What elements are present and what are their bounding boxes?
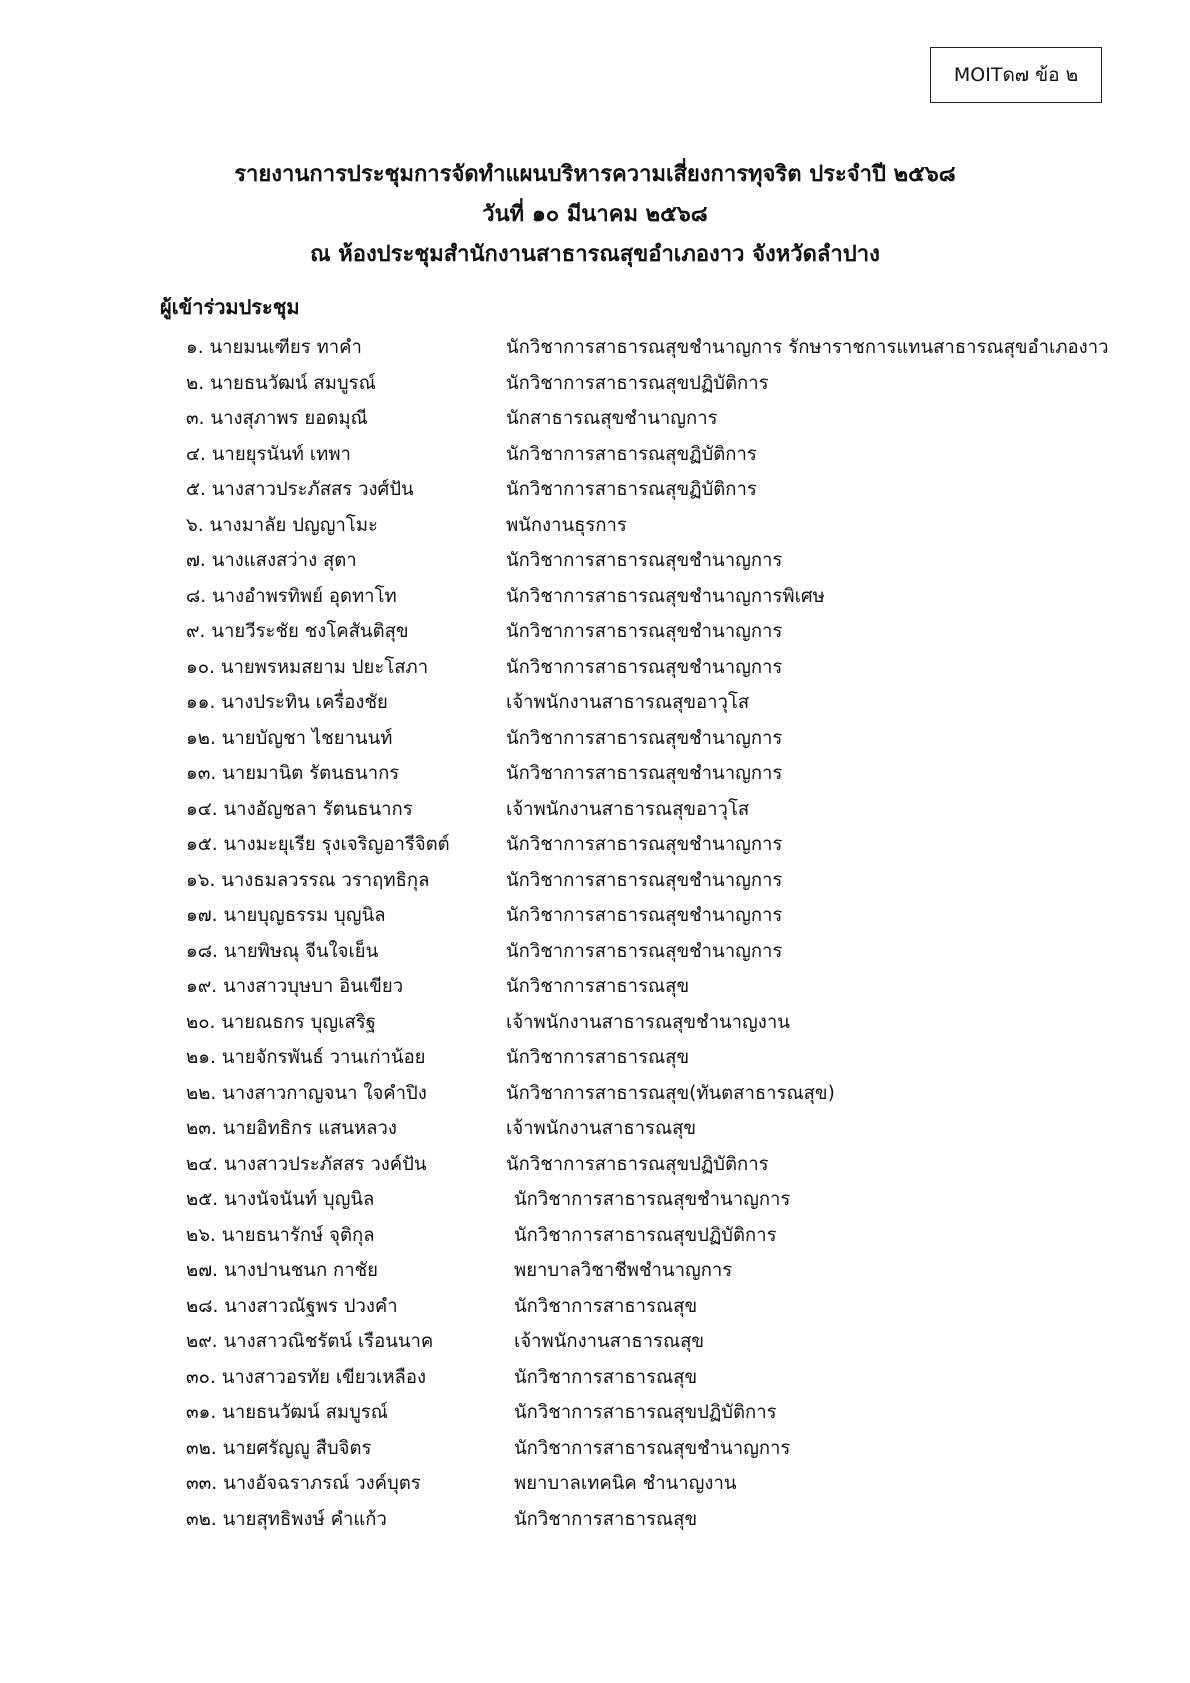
attendee-row <box>186 969 1166 1005</box>
attendee-number: ๑๔. <box>186 798 218 820</box>
attendee-name: นายบัญชา ไชยานนท์ <box>221 727 393 749</box>
attendee-name: นางอัญชลา รัตนธนากร <box>223 798 413 820</box>
title-block <box>0 155 1190 275</box>
attendee-name: นางสาวกาญจนา ใจคำปิง <box>222 1082 427 1104</box>
attendee-row <box>186 756 1166 792</box>
attendee-row <box>186 685 1166 721</box>
attendee-row <box>186 650 1166 686</box>
attendee-row <box>186 1111 1166 1147</box>
attendee-position: นักวิชาการสาธารณสุขปฏิบัติการ <box>514 1402 777 1424</box>
attendee-name: นางแสงสว่าง สุตา <box>211 550 357 572</box>
document-reference: MOITด๗ ข้อ ๒ <box>953 64 1079 86</box>
attendee-row <box>186 1147 1166 1183</box>
attendee-position: นักวิชาการสาธารณสุขชำนาญการพิเศษ <box>506 585 825 607</box>
attendee-row <box>186 508 1166 544</box>
attendee-position: นักวิชาการสาธารณสุขชำนาญการ <box>506 763 783 785</box>
attendee-name: นางสุภาพร ยอดมุณี <box>210 408 368 430</box>
attendee-name: นางสาวประภัสสร วงค์ปัน <box>223 1153 427 1175</box>
attendee-position: นักวิชาการสาธารณสุขชำนาญการ รักษาราชการแทนสาธารณสุขอำเภองาว <box>506 337 1109 359</box>
attendee-row <box>186 721 1166 757</box>
meeting-location: ณ ห้องประชุมสำนักงานสาธารณสุขอำเภองาว จังหวัดลำปาง <box>310 242 880 267</box>
attendee-position: เจ้าพนักงานสาธารณสุข <box>506 1118 697 1140</box>
attendee-position: เจ้าพนักงานสาธารณสุขอาวุโส <box>506 798 750 820</box>
attendee-name: นายสุทธิพงษ์ คำแก้ว <box>222 1508 387 1530</box>
attendee-number: ๑๓. <box>186 763 217 785</box>
report-title: รายงานการประชุมการจัดทำแผนบริหารความเสี่ยงการทุจริต ประจำปี ๒๕๖๘ <box>234 162 956 187</box>
attendee-name: นายศรัญญู สืบจิตร <box>222 1437 372 1459</box>
attendee-position: นักวิชาการสาธารณสุขปฏิบัติการ <box>514 1224 777 1246</box>
attendee-name: นางสาวอรทัย เขียวเหลือง <box>221 1366 427 1388</box>
attendee-number: ๑๑. <box>186 692 216 714</box>
attendee-name: นางสาวบุษบา อินเขียว <box>223 976 404 998</box>
attendee-name: นางสาวณิชรัตน์ เรือนนาค <box>223 1331 434 1353</box>
attendee-position: พยาบาลเทคนิค ชำนาญงาน <box>514 1473 737 1495</box>
attendee-name: นายมานิต รัตนธนากร <box>222 763 400 785</box>
attendee-number: ๒๗. <box>186 1260 218 1282</box>
attendee-position: พนักงานธุรการ <box>506 514 627 536</box>
attendee-position: นักวิชาการสาธารณสุขปฏิบัติการ <box>506 372 769 394</box>
attendee-number: ๑๗. <box>186 905 218 927</box>
attendee-row <box>186 1289 1166 1325</box>
attendee-number: ๓๒. <box>186 1437 217 1459</box>
attendee-name: นายพรหมสยาม ปยะโสภา <box>220 656 429 678</box>
attendee-number: ๒. <box>186 372 205 394</box>
attendee-name: นายอิทธิกร แสนหลวง <box>222 1118 397 1140</box>
attendee-name: นายวีระชัย ชงโคสันติสุข <box>211 621 409 643</box>
attendee-position: นักวิชาการสาธารณสุขชำนาญการ <box>514 1437 791 1459</box>
attendee-position: นักวิชาการสาธารณสุขฏิบัติการ <box>506 443 757 465</box>
attendee-position: นักวิชาการสาธารณสุขชำนาญการ <box>506 550 783 572</box>
attendee-number: ๑๒. <box>186 727 216 749</box>
attendee-row <box>186 1431 1166 1467</box>
attendee-number: ๓. <box>186 408 205 430</box>
attendee-row <box>186 401 1166 437</box>
attendee-row <box>186 330 1166 366</box>
attendee-row <box>186 1324 1166 1360</box>
attendee-position: นักวิชาการสาธารณสุขชำนาญการ <box>506 656 783 678</box>
attendee-list <box>186 330 1166 1537</box>
attendee-name: นายธนวัฒน์ สมบูรณ์ <box>209 372 376 394</box>
attendee-position: นักวิชาการสาธารณสุขชำนาญการ <box>506 869 783 891</box>
attendee-position: นักวิชาการสาธารณสุขปฏิบัติการ <box>506 1153 769 1175</box>
attendee-name: นางสาวณัฐพร ปวงคำ <box>224 1295 398 1317</box>
attendee-name: นายยุรนันท์ เทพา <box>211 443 351 465</box>
attendee-number: ๑๕. <box>186 834 218 856</box>
attendee-number: ๑๙. <box>186 976 218 998</box>
attendee-row <box>186 1182 1166 1218</box>
attendee-number: ๓๓. <box>186 1473 218 1495</box>
attendee-name: นางประทิน เครื่องชัย <box>221 692 388 714</box>
attendee-row <box>186 614 1166 650</box>
attendee-name: นายพิษณุ จีนใจเย็น <box>223 940 379 962</box>
attendee-name: นางสาวประภัสสร วงศ์ปัน <box>211 479 414 501</box>
attendee-row <box>186 1395 1166 1431</box>
attendee-position: นักสาธารณสุขชำนาญการ <box>506 408 718 430</box>
attendee-row <box>186 1218 1166 1254</box>
attendee-row <box>186 1466 1166 1502</box>
attendee-row <box>186 934 1166 970</box>
attendee-name: นายธนวัฒน์ สมบูรณ์ <box>222 1402 388 1424</box>
attendee-position: เจ้าพนักงานสาธารณสุขอาวุโส <box>506 692 750 714</box>
attendee-row <box>186 1360 1166 1396</box>
attendee-row <box>186 543 1166 579</box>
attendee-row <box>186 366 1166 402</box>
attendee-position: นักวิชาการสาธารณสุขชำนาญการ <box>506 905 783 927</box>
document-reference-box <box>930 47 1102 103</box>
attendee-number: ๓๒. <box>186 1508 217 1530</box>
attendee-number: ๑. <box>186 337 204 359</box>
attendee-position: นักวิชาการสาธารณสุข <box>514 1295 698 1317</box>
attendee-name: นายณธกร บุญเสริฐ <box>221 1011 376 1033</box>
attendee-row <box>186 437 1166 473</box>
attendee-name: นายจักรพันธ์ วานเก่าน้อย <box>221 1047 426 1069</box>
attendee-name: นางมาลัย ปญญาโมะ <box>209 514 378 536</box>
attendee-row <box>186 1005 1166 1041</box>
attendee-name: นายธนารักษ์ จุติกุล <box>221 1224 375 1246</box>
attendee-position: นักวิชาการสาธารณสุขชำนาญการ <box>506 621 783 643</box>
attendee-row <box>186 827 1166 863</box>
attendee-number: ๒๘. <box>186 1295 219 1317</box>
attendee-position: นักวิชาการสาธารณสุข <box>514 1508 698 1530</box>
attendee-row <box>186 1076 1166 1112</box>
attendee-number: ๒๑. <box>186 1047 216 1069</box>
attendee-name: นางปานชนก กาชัย <box>223 1260 379 1282</box>
attendee-row <box>186 1502 1166 1538</box>
attendee-number: ๒๙. <box>186 1331 218 1353</box>
attendee-row <box>186 579 1166 615</box>
attendee-position: นักวิชาการสาธารณสุข <box>506 976 690 998</box>
attendee-name: นายมนเฑียร ทาคำ <box>209 337 362 359</box>
attendee-number: ๕. <box>186 479 206 501</box>
attendee-number: ๑๘. <box>186 940 218 962</box>
attendee-name: นางอัจฉราภรณ์ วงค์บุตร <box>223 1473 421 1495</box>
attendee-position: นักวิชาการสาธารณสุขฏิบัติการ <box>506 479 757 501</box>
attendee-number: ๒๒. <box>186 1082 217 1104</box>
attendee-position: พยาบาลวิชาชีพชำนาญการ <box>514 1260 733 1282</box>
attendee-row <box>186 1253 1166 1289</box>
attendee-name: นางนัจนันท์ บุญนิล <box>223 1189 375 1211</box>
attendee-name: นางมะยุเรีย รุงเจริญอารีจิตต์ <box>223 834 450 856</box>
attendee-number: ๓๑. <box>186 1402 217 1424</box>
attendee-number: ๒๕. <box>186 1189 219 1211</box>
attendee-row <box>186 472 1166 508</box>
attendee-row <box>186 898 1166 934</box>
attendee-name: นางอำพรทิพย์ อุดทาโท <box>212 585 397 607</box>
meeting-date: วันที่ ๑๐ มีนาคม ๒๕๖๘ <box>482 202 708 227</box>
attendee-row <box>186 1040 1166 1076</box>
attendee-row <box>186 863 1166 899</box>
attendee-number: ๒๓. <box>186 1118 217 1140</box>
attendee-position: นักวิชาการสาธารณสุขชำนาญการ <box>506 727 783 749</box>
attendee-position: เจ้าพนักงานสาธารณสุขชำนาญงาน <box>506 1011 790 1033</box>
attendee-number: ๓๐. <box>186 1366 216 1388</box>
attendee-number: ๔. <box>186 443 206 465</box>
attendee-name: นายบุญธรรม บุญนิล <box>223 905 386 927</box>
attendee-position: นักวิชาการสาธารณสุข(ทันตสาธารณสุข) <box>506 1082 835 1104</box>
attendee-number: ๒๖. <box>186 1224 216 1246</box>
attendee-name: นางธมลวรรณ วราฤทธิกุล <box>221 869 430 891</box>
attendee-position: นักวิชาการสาธารณสุขชำนาญการ <box>514 1189 791 1211</box>
attendee-position: นักวิชาการสาธารณสุข <box>506 1047 690 1069</box>
attendee-position: นักวิชาการสาธารณสุข <box>514 1366 698 1388</box>
attendee-position: นักวิชาการสาธารณสุขชำนาญการ <box>506 834 783 856</box>
attendee-number: ๒๐. <box>186 1011 216 1033</box>
attendee-number: ๒๔. <box>186 1153 219 1175</box>
attendee-position: เจ้าพนักงานสาธารณสุข <box>514 1331 705 1353</box>
attendee-number: ๖. <box>186 514 204 536</box>
attendee-number: ๘. <box>186 585 207 607</box>
attendee-number: ๑๖. <box>186 869 216 891</box>
attendee-number: ๗. <box>186 550 206 572</box>
attendee-position: นักวิชาการสาธารณสุขชำนาญการ <box>506 940 783 962</box>
attendee-number: ๑๐. <box>186 656 215 678</box>
attendee-number: ๙. <box>186 621 206 643</box>
attendees-heading: ผู้เข้าร่วมประชุม <box>160 295 300 319</box>
attendee-row <box>186 792 1166 828</box>
